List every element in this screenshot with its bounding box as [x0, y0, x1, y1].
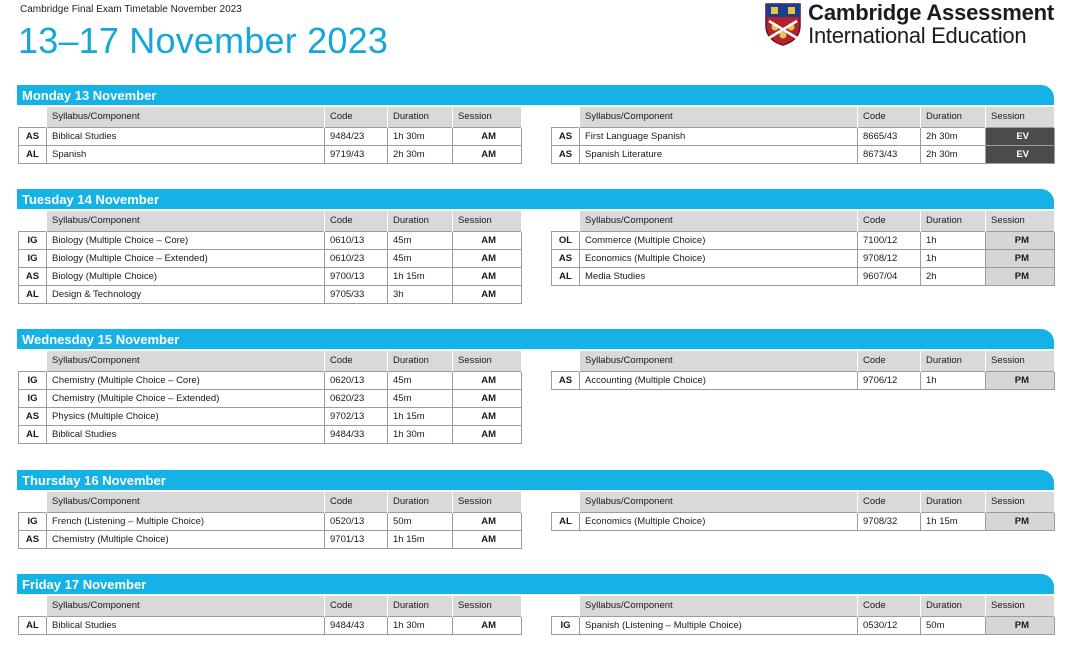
day-header: Tuesday 14 November — [17, 189, 1054, 209]
duration-cell: 1h — [921, 231, 986, 249]
exam-table-left — [18, 492, 522, 549]
subject-cell: Spanish (Listening – Multiple Choice) — [580, 616, 858, 634]
code-cell: 8665/43 — [858, 127, 921, 145]
session-badge: AM — [453, 231, 522, 249]
subject-cell: Chemistry (Multiple Choice – Extended) — [47, 389, 325, 407]
duration-cell: 45m — [388, 249, 453, 267]
code-header: Code — [325, 351, 388, 371]
level-header — [552, 107, 580, 127]
table-row — [19, 145, 522, 163]
table-row — [552, 371, 1055, 389]
code-cell: 0610/23 — [325, 249, 388, 267]
subject-cell: Spanish Literature — [580, 145, 858, 163]
table-header-row — [552, 351, 1055, 371]
level-cell: AS — [552, 371, 580, 389]
duration-cell: 45m — [388, 371, 453, 389]
syllabus-header: Syllabus/Component — [580, 107, 858, 127]
brand-name-line1: Cambridge Assessment — [808, 0, 1054, 25]
session-badge: AM — [453, 285, 522, 303]
duration-cell: 1h — [921, 371, 986, 389]
document-header — [20, 0, 1060, 80]
day-header: Friday 17 November — [17, 574, 1054, 594]
document-small-title: Cambridge Final Exam Timetable November 2023 — [20, 4, 242, 15]
level-cell: AL — [19, 616, 47, 634]
subject-cell: Chemistry (Multiple Choice) — [47, 530, 325, 548]
level-header — [19, 211, 47, 231]
code-cell: 9708/12 — [858, 249, 921, 267]
duration-header: Duration — [388, 211, 453, 231]
session-badge: AM — [453, 389, 522, 407]
level-header — [552, 492, 580, 512]
table-header-row — [19, 492, 522, 512]
table-row — [552, 145, 1055, 163]
level-cell: AL — [552, 267, 580, 285]
table-row — [19, 407, 522, 425]
session-badge: AM — [453, 371, 522, 389]
table-row — [19, 371, 522, 389]
duration-cell: 1h — [921, 249, 986, 267]
subject-cell: Biblical Studies — [47, 616, 325, 634]
session-header: Session — [453, 211, 522, 231]
syllabus-header: Syllabus/Component — [47, 351, 325, 371]
exam-table-right — [551, 492, 1055, 531]
subject-cell: Biblical Studies — [47, 127, 325, 145]
session-badge: AM — [453, 616, 522, 634]
level-cell: OL — [552, 231, 580, 249]
subject-cell: Economics (Multiple Choice) — [580, 512, 858, 530]
table-row — [19, 127, 522, 145]
level-cell: IG — [552, 616, 580, 634]
code-cell: 0520/13 — [325, 512, 388, 530]
session-badge: PM — [986, 512, 1055, 530]
session-badge: AM — [453, 407, 522, 425]
code-cell: 0620/13 — [325, 371, 388, 389]
level-cell: AS — [19, 407, 47, 425]
code-header: Code — [858, 107, 921, 127]
duration-cell: 1h 30m — [388, 127, 453, 145]
syllabus-header: Syllabus/Component — [580, 492, 858, 512]
session-badge: PM — [986, 249, 1055, 267]
code-cell: 0620/23 — [325, 389, 388, 407]
level-cell: AL — [19, 285, 47, 303]
brand-logo — [764, 2, 1054, 46]
table-header-row — [19, 351, 522, 371]
level-header — [19, 351, 47, 371]
syllabus-header: Syllabus/Component — [580, 211, 858, 231]
duration-cell: 3h — [388, 285, 453, 303]
duration-cell: 1h 30m — [388, 425, 453, 443]
syllabus-header: Syllabus/Component — [47, 492, 325, 512]
code-header: Code — [858, 351, 921, 371]
session-badge: PM — [986, 616, 1055, 634]
day-header: Wednesday 15 November — [17, 329, 1054, 349]
exam-table-right — [551, 107, 1055, 164]
day-section — [17, 189, 1054, 300]
level-cell: IG — [19, 371, 47, 389]
duration-cell: 45m — [388, 231, 453, 249]
exam-table-right — [551, 211, 1055, 286]
table-header-row — [19, 211, 522, 231]
subject-cell: Economics (Multiple Choice) — [580, 249, 858, 267]
table-row — [552, 616, 1055, 634]
table-row — [552, 249, 1055, 267]
code-header: Code — [325, 107, 388, 127]
duration-cell: 1h 15m — [921, 512, 986, 530]
code-header: Code — [858, 596, 921, 616]
duration-cell: 1h 15m — [388, 267, 453, 285]
subject-cell: First Language Spanish — [580, 127, 858, 145]
subject-cell: Biology (Multiple Choice) — [47, 267, 325, 285]
code-header: Code — [858, 492, 921, 512]
session-header: Session — [453, 596, 522, 616]
duration-header: Duration — [388, 107, 453, 127]
table-header-row — [552, 492, 1055, 512]
duration-cell: 1h 30m — [388, 616, 453, 634]
table-row — [552, 512, 1055, 530]
level-cell: AL — [19, 425, 47, 443]
code-cell: 9484/23 — [325, 127, 388, 145]
code-header: Code — [325, 492, 388, 512]
session-badge: AM — [453, 267, 522, 285]
exam-table-left — [18, 596, 522, 635]
subject-cell: Spanish — [47, 145, 325, 163]
table-row — [19, 616, 522, 634]
level-header — [552, 351, 580, 371]
duration-header: Duration — [921, 492, 986, 512]
level-cell: AS — [19, 267, 47, 285]
table-header-row — [552, 211, 1055, 231]
subject-cell: Commerce (Multiple Choice) — [580, 231, 858, 249]
session-badge: AM — [453, 530, 522, 548]
day-section — [17, 329, 1054, 440]
subject-cell: Physics (Multiple Choice) — [47, 407, 325, 425]
code-cell: 8673/43 — [858, 145, 921, 163]
session-badge: AM — [453, 127, 522, 145]
session-header: Session — [453, 107, 522, 127]
session-header: Session — [986, 492, 1055, 512]
code-cell: 9719/43 — [325, 145, 388, 163]
code-cell: 0610/13 — [325, 231, 388, 249]
table-row — [19, 249, 522, 267]
duration-header: Duration — [921, 351, 986, 371]
level-cell: AL — [19, 145, 47, 163]
code-header: Code — [858, 211, 921, 231]
duration-cell: 2h — [921, 267, 986, 285]
syllabus-header: Syllabus/Component — [47, 107, 325, 127]
session-header: Session — [986, 107, 1055, 127]
code-cell: 9705/33 — [325, 285, 388, 303]
table-row — [552, 267, 1055, 285]
session-badge: AM — [453, 512, 522, 530]
code-cell: 9607/04 — [858, 267, 921, 285]
code-cell: 9701/13 — [325, 530, 388, 548]
session-header: Session — [453, 351, 522, 371]
duration-header: Duration — [921, 211, 986, 231]
subject-cell: Chemistry (Multiple Choice – Core) — [47, 371, 325, 389]
syllabus-header: Syllabus/Component — [47, 211, 325, 231]
session-badge: AM — [453, 425, 522, 443]
table-row — [19, 231, 522, 249]
subject-cell: Biology (Multiple Choice – Extended) — [47, 249, 325, 267]
code-cell: 0530/12 — [858, 616, 921, 634]
duration-cell: 2h 30m — [388, 145, 453, 163]
level-cell: IG — [19, 231, 47, 249]
table-header-row — [19, 107, 522, 127]
duration-cell: 1h 15m — [388, 407, 453, 425]
level-cell: AS — [19, 530, 47, 548]
level-header — [19, 596, 47, 616]
duration-cell: 2h 30m — [921, 145, 986, 163]
table-header-row — [19, 596, 522, 616]
level-cell: AL — [552, 512, 580, 530]
level-cell: IG — [19, 249, 47, 267]
exam-table-left — [18, 351, 522, 444]
duration-cell: 50m — [388, 512, 453, 530]
duration-cell: 2h 30m — [921, 127, 986, 145]
duration-cell: 45m — [388, 389, 453, 407]
code-cell: 9700/13 — [325, 267, 388, 285]
day-section — [17, 574, 1054, 631]
table-row — [552, 127, 1055, 145]
table-row — [19, 267, 522, 285]
code-cell: 9484/43 — [325, 616, 388, 634]
duration-header: Duration — [921, 107, 986, 127]
code-header: Code — [325, 596, 388, 616]
subject-cell: French (Listening – Multiple Choice) — [47, 512, 325, 530]
table-row — [19, 425, 522, 443]
session-badge: EV — [986, 127, 1055, 145]
level-header — [552, 211, 580, 231]
session-badge: PM — [986, 371, 1055, 389]
duration-header: Duration — [921, 596, 986, 616]
level-cell: IG — [19, 512, 47, 530]
session-badge: PM — [986, 231, 1055, 249]
day-header: Monday 13 November — [17, 85, 1054, 105]
brand-text — [808, 2, 1054, 47]
level-cell: AS — [552, 127, 580, 145]
exam-table-right — [551, 351, 1055, 390]
table-header-row — [552, 107, 1055, 127]
level-cell: AS — [552, 145, 580, 163]
level-cell: AS — [19, 127, 47, 145]
subject-cell: Media Studies — [580, 267, 858, 285]
session-header: Session — [986, 596, 1055, 616]
brand-name-line2: International Education — [808, 23, 1027, 48]
session-badge: PM — [986, 267, 1055, 285]
table-row — [19, 512, 522, 530]
code-header: Code — [325, 211, 388, 231]
subject-cell: Accounting (Multiple Choice) — [580, 371, 858, 389]
syllabus-header: Syllabus/Component — [580, 351, 858, 371]
table-row — [19, 530, 522, 548]
day-header: Thursday 16 November — [17, 470, 1054, 490]
duration-cell: 1h 15m — [388, 530, 453, 548]
exam-table-right — [551, 596, 1055, 635]
level-cell: AS — [552, 249, 580, 267]
duration-header: Duration — [388, 492, 453, 512]
level-header — [552, 596, 580, 616]
code-cell: 9484/33 — [325, 425, 388, 443]
subject-cell: Biology (Multiple Choice – Core) — [47, 231, 325, 249]
cambridge-crest-icon — [764, 2, 802, 46]
table-row — [19, 389, 522, 407]
level-header — [19, 492, 47, 512]
session-header: Session — [986, 351, 1055, 371]
table-row — [19, 285, 522, 303]
session-badge: AM — [453, 145, 522, 163]
subject-cell: Design & Technology — [47, 285, 325, 303]
subject-cell: Biblical Studies — [47, 425, 325, 443]
code-cell: 9702/13 — [325, 407, 388, 425]
level-header — [19, 107, 47, 127]
code-cell: 9706/12 — [858, 371, 921, 389]
syllabus-header: Syllabus/Component — [580, 596, 858, 616]
level-cell: IG — [19, 389, 47, 407]
duration-header: Duration — [388, 596, 453, 616]
session-badge: EV — [986, 145, 1055, 163]
session-header: Session — [453, 492, 522, 512]
syllabus-header: Syllabus/Component — [47, 596, 325, 616]
page-title: 13–17 November 2023 — [18, 20, 389, 61]
duration-header: Duration — [388, 351, 453, 371]
session-header: Session — [986, 211, 1055, 231]
table-row — [552, 231, 1055, 249]
code-cell: 9708/32 — [858, 512, 921, 530]
exam-table-left — [18, 107, 522, 164]
day-section — [17, 85, 1054, 160]
exam-table-left — [18, 211, 522, 304]
day-section — [17, 470, 1054, 545]
session-badge: AM — [453, 249, 522, 267]
duration-cell: 50m — [921, 616, 986, 634]
table-header-row — [552, 596, 1055, 616]
code-cell: 7100/12 — [858, 231, 921, 249]
